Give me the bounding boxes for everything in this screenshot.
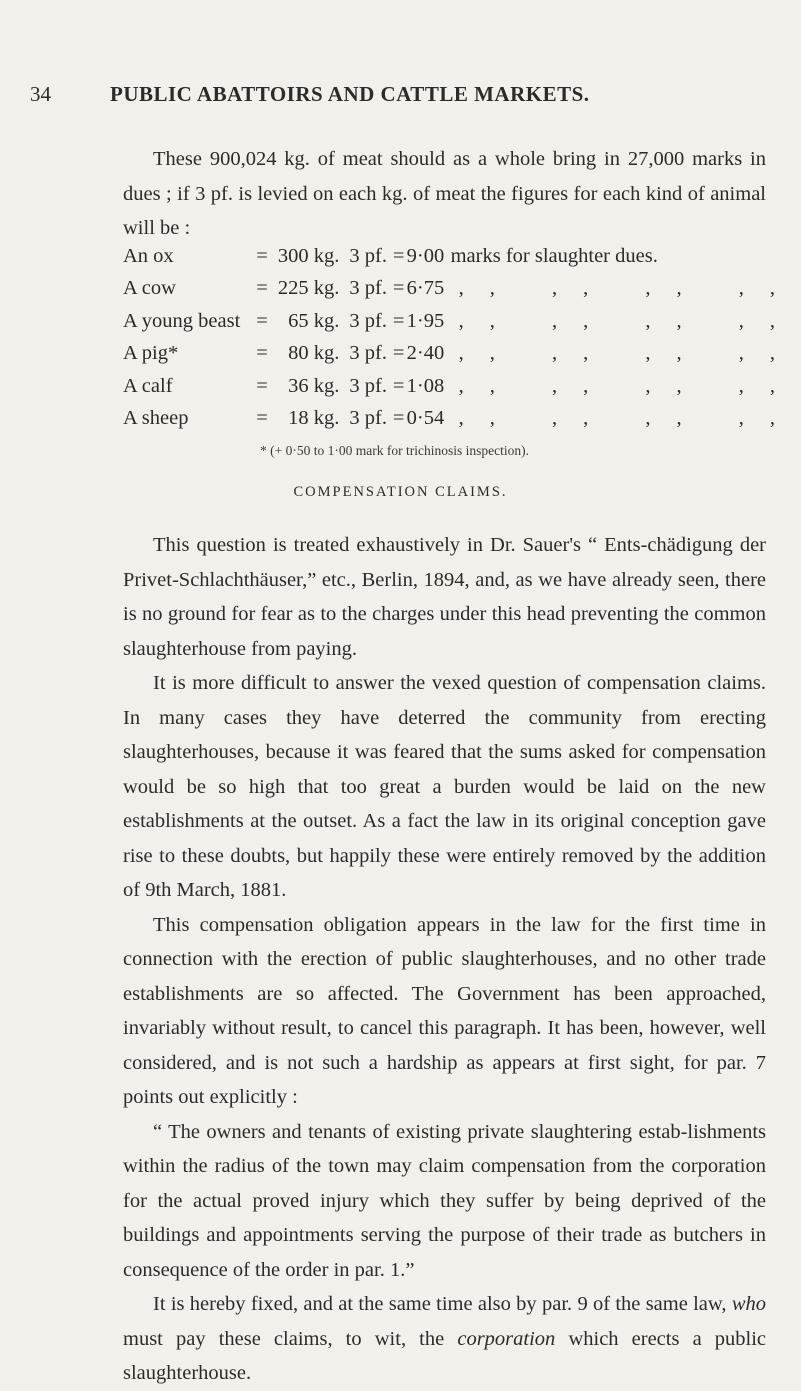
equals-sign: = bbox=[392, 244, 405, 267]
rate-value: 3 pf. bbox=[349, 342, 387, 365]
rate-row bbox=[123, 338, 801, 371]
ditto-marks: ,, ,, ,, ,, bbox=[458, 374, 801, 397]
rate-row bbox=[123, 273, 801, 306]
animal-name: A sheep bbox=[123, 407, 189, 430]
equals-sign: = bbox=[256, 407, 268, 430]
animal-name: An ox bbox=[123, 244, 174, 267]
body-text bbox=[123, 528, 766, 1391]
dues-unit: marks for slaughter dues. bbox=[450, 244, 658, 267]
equals-sign: = bbox=[392, 374, 405, 397]
section-heading: COMPENSATION CLAIMS. bbox=[293, 484, 508, 500]
rate-row bbox=[123, 305, 801, 338]
rate-row bbox=[123, 403, 801, 436]
paragraph-corporation bbox=[123, 1287, 766, 1391]
rate-row bbox=[123, 370, 801, 403]
equals-sign: = bbox=[392, 277, 405, 300]
ditto-marks: ,, ,, ,, ,, bbox=[458, 277, 801, 300]
animal-name: A young beast bbox=[123, 309, 241, 332]
weight-value: 80 kg. bbox=[288, 342, 340, 365]
paragraph-obligation: This compensation obligation appears in the law for the first time in connection with the erection of public slaughterhouses, and no other trade establishments are so affected. The Government has been approached, invariably without result, to cancel this paragraph. It has been, however, well considered, and is not such a hardship as appears at first sight, for par. 7 points out explicitly : bbox=[123, 913, 766, 1108]
animal-name: A pig* bbox=[123, 342, 179, 365]
ditto-marks: ,, ,, ,, ,, bbox=[458, 342, 801, 365]
animal-name: A cow bbox=[123, 277, 176, 300]
p5-part-c: which erects a public slaughterhouse. bbox=[123, 1327, 767, 1384]
rate-value: 3 pf. bbox=[349, 407, 387, 430]
slaughter-dues-table bbox=[123, 240, 801, 435]
ditto-marks: ,, ,, ,, ,, bbox=[458, 407, 801, 430]
ditto-marks: ,, ,, ,, ,, bbox=[458, 309, 801, 332]
equals-sign: = bbox=[392, 309, 405, 332]
equals-sign: = bbox=[256, 309, 268, 332]
weight-value: 300 kg. bbox=[277, 244, 340, 267]
weight-value: 36 kg. bbox=[288, 374, 340, 397]
intro-block bbox=[123, 142, 766, 246]
animal-name: A calf bbox=[123, 374, 173, 397]
paragraph-quotation: “ The owners and tenants of existing private slaughtering estab-lishments within the radius of the town may claim compensation from the corporation for the actual proved injury which they suffer by being deprived of the buildings and appointments serving the purpose of their trade as butchers in consequence of the order in par. 1.” bbox=[123, 1120, 766, 1281]
p5-who: who bbox=[731, 1293, 766, 1315]
weight-value: 18 kg. bbox=[288, 407, 340, 430]
intro-paragraph: These 900,024 kg. of meat should as a whole bring in 27,000 marks in dues ; if 3 pf. is levied on each kg. of meat the figures for each kind of animal will be : bbox=[123, 148, 766, 239]
dues-value: 1·95 bbox=[406, 309, 445, 332]
paragraph-sauer: This question is treated exhaustively in Dr. Sauer's “ Ents-chädigung der Privet-Schlachthäuser,” etc., Berlin, 1894, and, as we have already seen, there is no ground for fear as to the charges under this head preventing the common slaughterhouse from paying. bbox=[123, 534, 766, 660]
equals-sign: = bbox=[256, 374, 268, 397]
dues-value: 6·75 bbox=[406, 277, 445, 300]
rate-value: 3 pf. bbox=[349, 309, 387, 332]
page-header bbox=[30, 82, 730, 116]
dues-value: 0·54 bbox=[406, 407, 445, 430]
p5-part-b: must pay these claims, to wit, the bbox=[123, 1327, 445, 1350]
equals-sign: = bbox=[256, 342, 268, 365]
rate-value: 3 pf. bbox=[349, 244, 387, 267]
dues-value: 9·00 bbox=[406, 244, 445, 267]
equals-sign: = bbox=[392, 342, 405, 365]
rate-row bbox=[123, 240, 801, 273]
dues-value: 1·08 bbox=[406, 374, 445, 397]
p5-corporation: corporation bbox=[457, 1327, 556, 1350]
footnote: * (+ 0·50 to 1·00 mark for trichinosis inspection). bbox=[260, 443, 529, 458]
weight-value: 225 kg. bbox=[277, 277, 340, 300]
rate-value: 3 pf. bbox=[349, 374, 387, 397]
p5-part-a: It is hereby fixed, and at the same time also by par. 9 of the same law, bbox=[153, 1293, 727, 1315]
weight-value: 65 kg. bbox=[288, 309, 340, 332]
equals-sign: = bbox=[256, 244, 268, 267]
page-number: 34 bbox=[30, 82, 51, 106]
equals-sign: = bbox=[392, 407, 405, 430]
rate-value: 3 pf. bbox=[349, 277, 387, 300]
dues-value: 2·40 bbox=[406, 342, 445, 365]
running-title: PUBLIC ABATTOIRS AND CATTLE MARKETS. bbox=[110, 82, 590, 106]
paragraph-difficulty: It is more difficult to answer the vexed question of compensation claims. In many cases they have deterred the community from erecting slaughterhouses, because it was feared that the sums asked for compensation would be so high that too great a burden would be laid on the new establishments at the outset. As a fact the law in its original conception gave rise to these doubts, but happily these were entirely removed by the addition of 9th March, 1881. bbox=[123, 672, 766, 901]
equals-sign: = bbox=[256, 277, 268, 300]
